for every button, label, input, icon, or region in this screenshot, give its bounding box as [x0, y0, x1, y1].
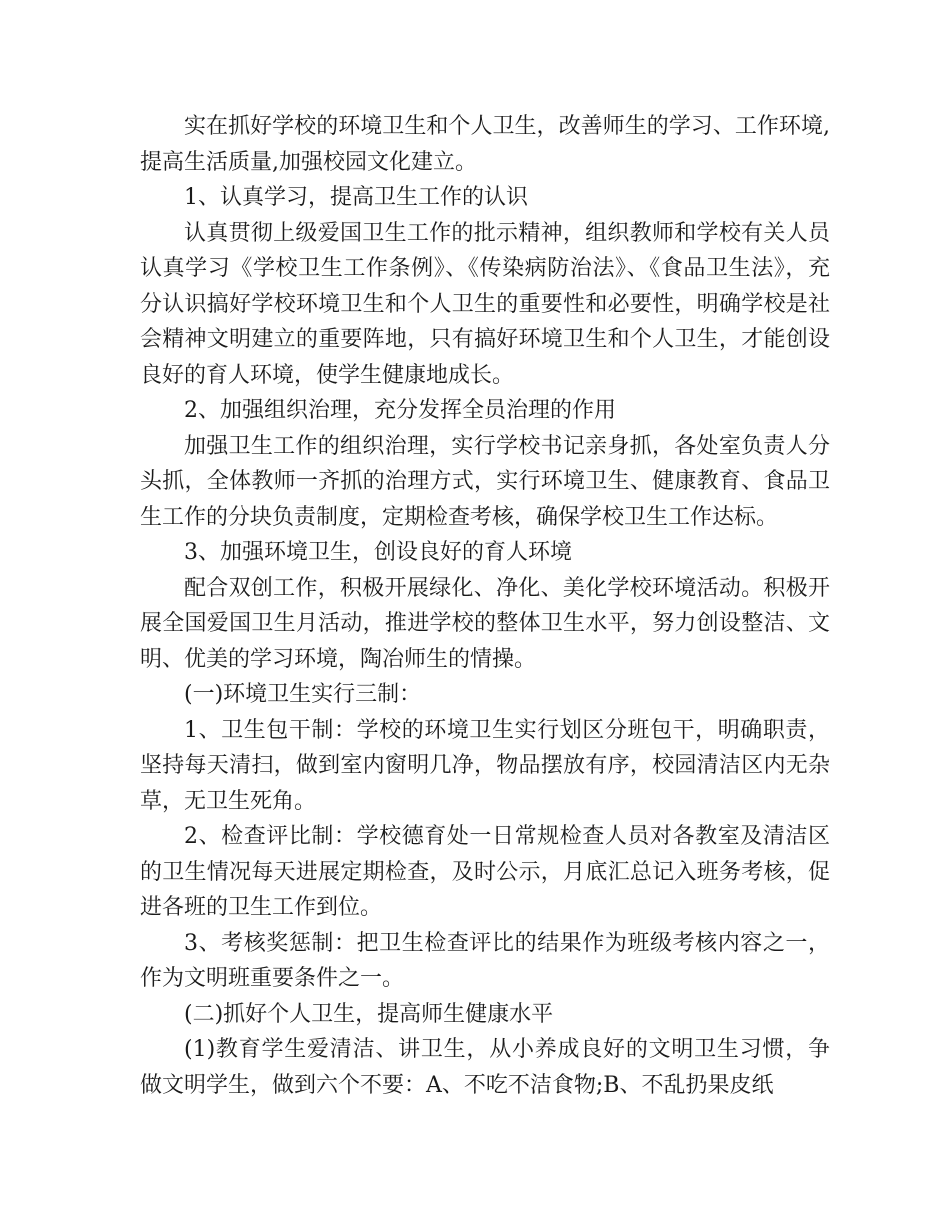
paragraph-assessment-system: 3、考核奖惩制：把卫生检查评比的结果作为班级考核内容之一，作为文明班重要条件之一。 [140, 930, 830, 991]
paragraph-intro: 实在抓好学校的环境卫生和个人卫生，改善师生的学习、工作环境,提高生活质量,加强校园文化建立。 [140, 114, 830, 175]
heading-organization: 2、加强组织治理，充分发挥全员治理的作用 [184, 398, 616, 423]
subheading-personal-hygiene: (二)抓好个人卫生，提高师生健康水平 [184, 1001, 554, 1027]
paragraph-student-education: (1)教育学生爱清洁、讲卫生，从小养成良好的文明卫生习惯，争做文明学生，做到六个不要：A、不吃不洁食物;B、不乱扔果皮纸 [140, 1037, 830, 1098]
heading-environment: 3、加强环境卫生，创设良好的育人环境 [184, 540, 572, 565]
paragraph-inspection-system: 2、检查评比制：学校德育处一日常规检查人员对各教室及清洁区的卫生情况每天进展定期检查，及时公示，月底汇总记入班务考核，促进各班的卫生工作到位。 [140, 824, 830, 920]
heading-study: 1、认真学习，提高卫生工作的认识 [184, 185, 528, 210]
paragraph-contract-system: 1、卫生包干制：学校的环境卫生实行划区分班包干，明确职责，坚持每天清扫，做到室内窗明几净，物品摆放有序，校园清洁区内无杂草，无卫生死角。 [140, 717, 830, 814]
document-body [140, 109, 830, 1103]
subheading-three-systems: (一)环境卫生实行三制： [184, 682, 422, 707]
paragraph-environment: 配合双创工作，积极开展绿化、净化、美化学校环境活动。积极开展全国爱国卫生月活动，推进学校的整体卫生水平，努力创设整洁、文明、优美的学习环境，陶冶师生的情操。 [140, 575, 830, 672]
paragraph-study: 认真贯彻上级爱国卫生工作的批示精神，组织教师和学校有关人员认真学习《学校卫生工作条例》、《传染病防治法》、《食品卫生法》，充分认识搞好学校环境卫生和个人卫生的重要性和必要性，明确学校是社会精神文明建立的重要阵地，只有搞好环境卫生和个人卫生，才能创设良好的育人环境，使学生健康地成长。 [140, 220, 830, 388]
paragraph-organization: 加强卫生工作的组织治理，实行学校书记亲身抓，各处室负责人分头抓，全体教师一齐抓的治理方式，实行环境卫生、健康教育、食品卫生工作的分块负责制度，定期检查考核，确保学校卫生工作达标。 [140, 433, 830, 530]
